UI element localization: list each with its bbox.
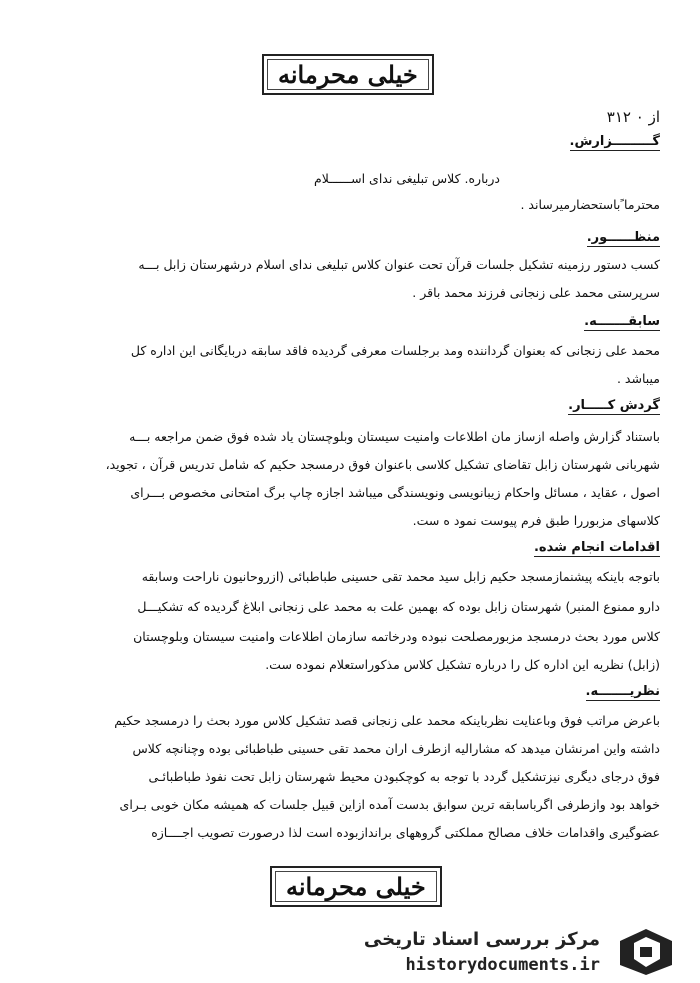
opinion-line-2: داشته واین امرنشان میدهد که مشارالیه ازطرف اران محمد تقی حسینی طباطبائی بوده وچنانچه کلاس <box>132 741 660 756</box>
reference-number: از ۰ ۳۱۲ <box>606 108 660 126</box>
opinion-line-5: عضوگیری واقدامات خلاف مصالح مملکتی گروههای براندازبوده است لذا درصورت تصویب اجــــازه <box>151 825 660 840</box>
subject-line: درباره. کلاس تبلیغی ندای اســــــلام <box>313 171 500 186</box>
opinion-line-1: باعرض مراتب فوق وباعنایت نظرباینکه محمد علی زنجانی قصد تشکیل کلاس مورد بحث را درمسجد حکیم <box>114 713 660 728</box>
actions-line-3: کلاس مورد بحث درمسجد مزبورمصلحت نبوده ودرخاتمه سازمان اطلاعات وامنیت سیستان وبلوچستان <box>133 629 660 644</box>
workflow-line-3: اصول ، عقاید ، مسائل واحکام زیبانویسی ونویسندگی میباشد اجازه چاپ برگ امتحانی مخصوص بـــرای <box>130 485 660 500</box>
opinion-line-4: خواهد بود وازطرفی اگرباسابقه ترین سوابق بدست آمده ازاین قبیل جلسات که همیشه مکان خوبی بـرای <box>119 797 660 812</box>
workflow-line-4: کلاسهای مزبوررا طبق فرم پیوست نمود ه ست. <box>412 513 660 528</box>
greeting-line: محترما ًباستحضارمیرساند . <box>520 197 660 212</box>
section-heading-actions: اقدامات انجام شده. <box>533 540 660 555</box>
section-heading-purpose: منظــــــور. <box>586 230 660 245</box>
purpose-line-1: کسب دستور رزمینه تشکیل جلسات قرآن تحت عنوان کلاس تبلیغی ندای اسلام درشهرستان زابل بـــه <box>138 257 660 272</box>
workflow-line-2: شهربانی شهرستان زابل تقاضای تشکیل کلاسی باعنوان فوق درمسجد حکیم که شامل تدریس قرآن ، تجوید، <box>105 457 660 472</box>
background-line-2: میباشد . <box>616 371 660 386</box>
archive-logo-icon <box>616 925 676 977</box>
purpose-line-2: سرپرستی محمد علی زنجانی فرزند محمد باقر . <box>412 285 660 300</box>
background-line-1: محمد علی زنجانی که بعنوان گرداننده ومد برجلسات معرفی گردیده فاقد سابقه دربایگانی این اداره کل <box>130 343 660 358</box>
actions-line-1: باتوجه باینکه پیشنمازمسجد حکیم زابل سید محمد تقی حسینی طباطبائی (ازروحانیون ناراحت وسابقه <box>141 569 660 584</box>
report-title: گـــــــــزارش. <box>569 134 660 149</box>
opinion-line-3: فوق درجای دیگری نیزتشکیل گردد با توجه به کوچکبودن محیط شهرستان زابل تحت نفوذ طباطبائـی <box>148 769 660 784</box>
section-heading-background: سابقـــــــه. <box>584 314 660 329</box>
workflow-line-1: باستناد گزارش واصله ازساز مان اطلاعات وامنیت سیستان وبلوچستان یاد شده فوق ضمن مراجعه بـــه <box>129 429 660 444</box>
footer-watermark <box>0 915 700 983</box>
top-classification-stamp: خیلی محرمانه <box>262 54 434 95</box>
bottom-classification-stamp: خیلی محرمانه <box>270 866 442 907</box>
actions-line-4: (زابل) نظریه این اداره کل را درباره تشکیل کلاس مذکوراستعلام نموده ست. <box>265 657 660 672</box>
section-heading-opinion: نظریـــــــه. <box>585 684 660 699</box>
archive-org-name: مرکز بررسی اسناد تاریخی <box>363 929 600 950</box>
archive-website: historydocuments.ir <box>405 955 600 975</box>
actions-line-2: دارو ممنوع المنبر) شهرستان زابل بوده که بهمین علت به محمد علی زنجانی ابلاغ گردیده که تشکیـــل <box>137 599 660 614</box>
section-heading-workflow: گردش کـــــار. <box>568 398 660 413</box>
